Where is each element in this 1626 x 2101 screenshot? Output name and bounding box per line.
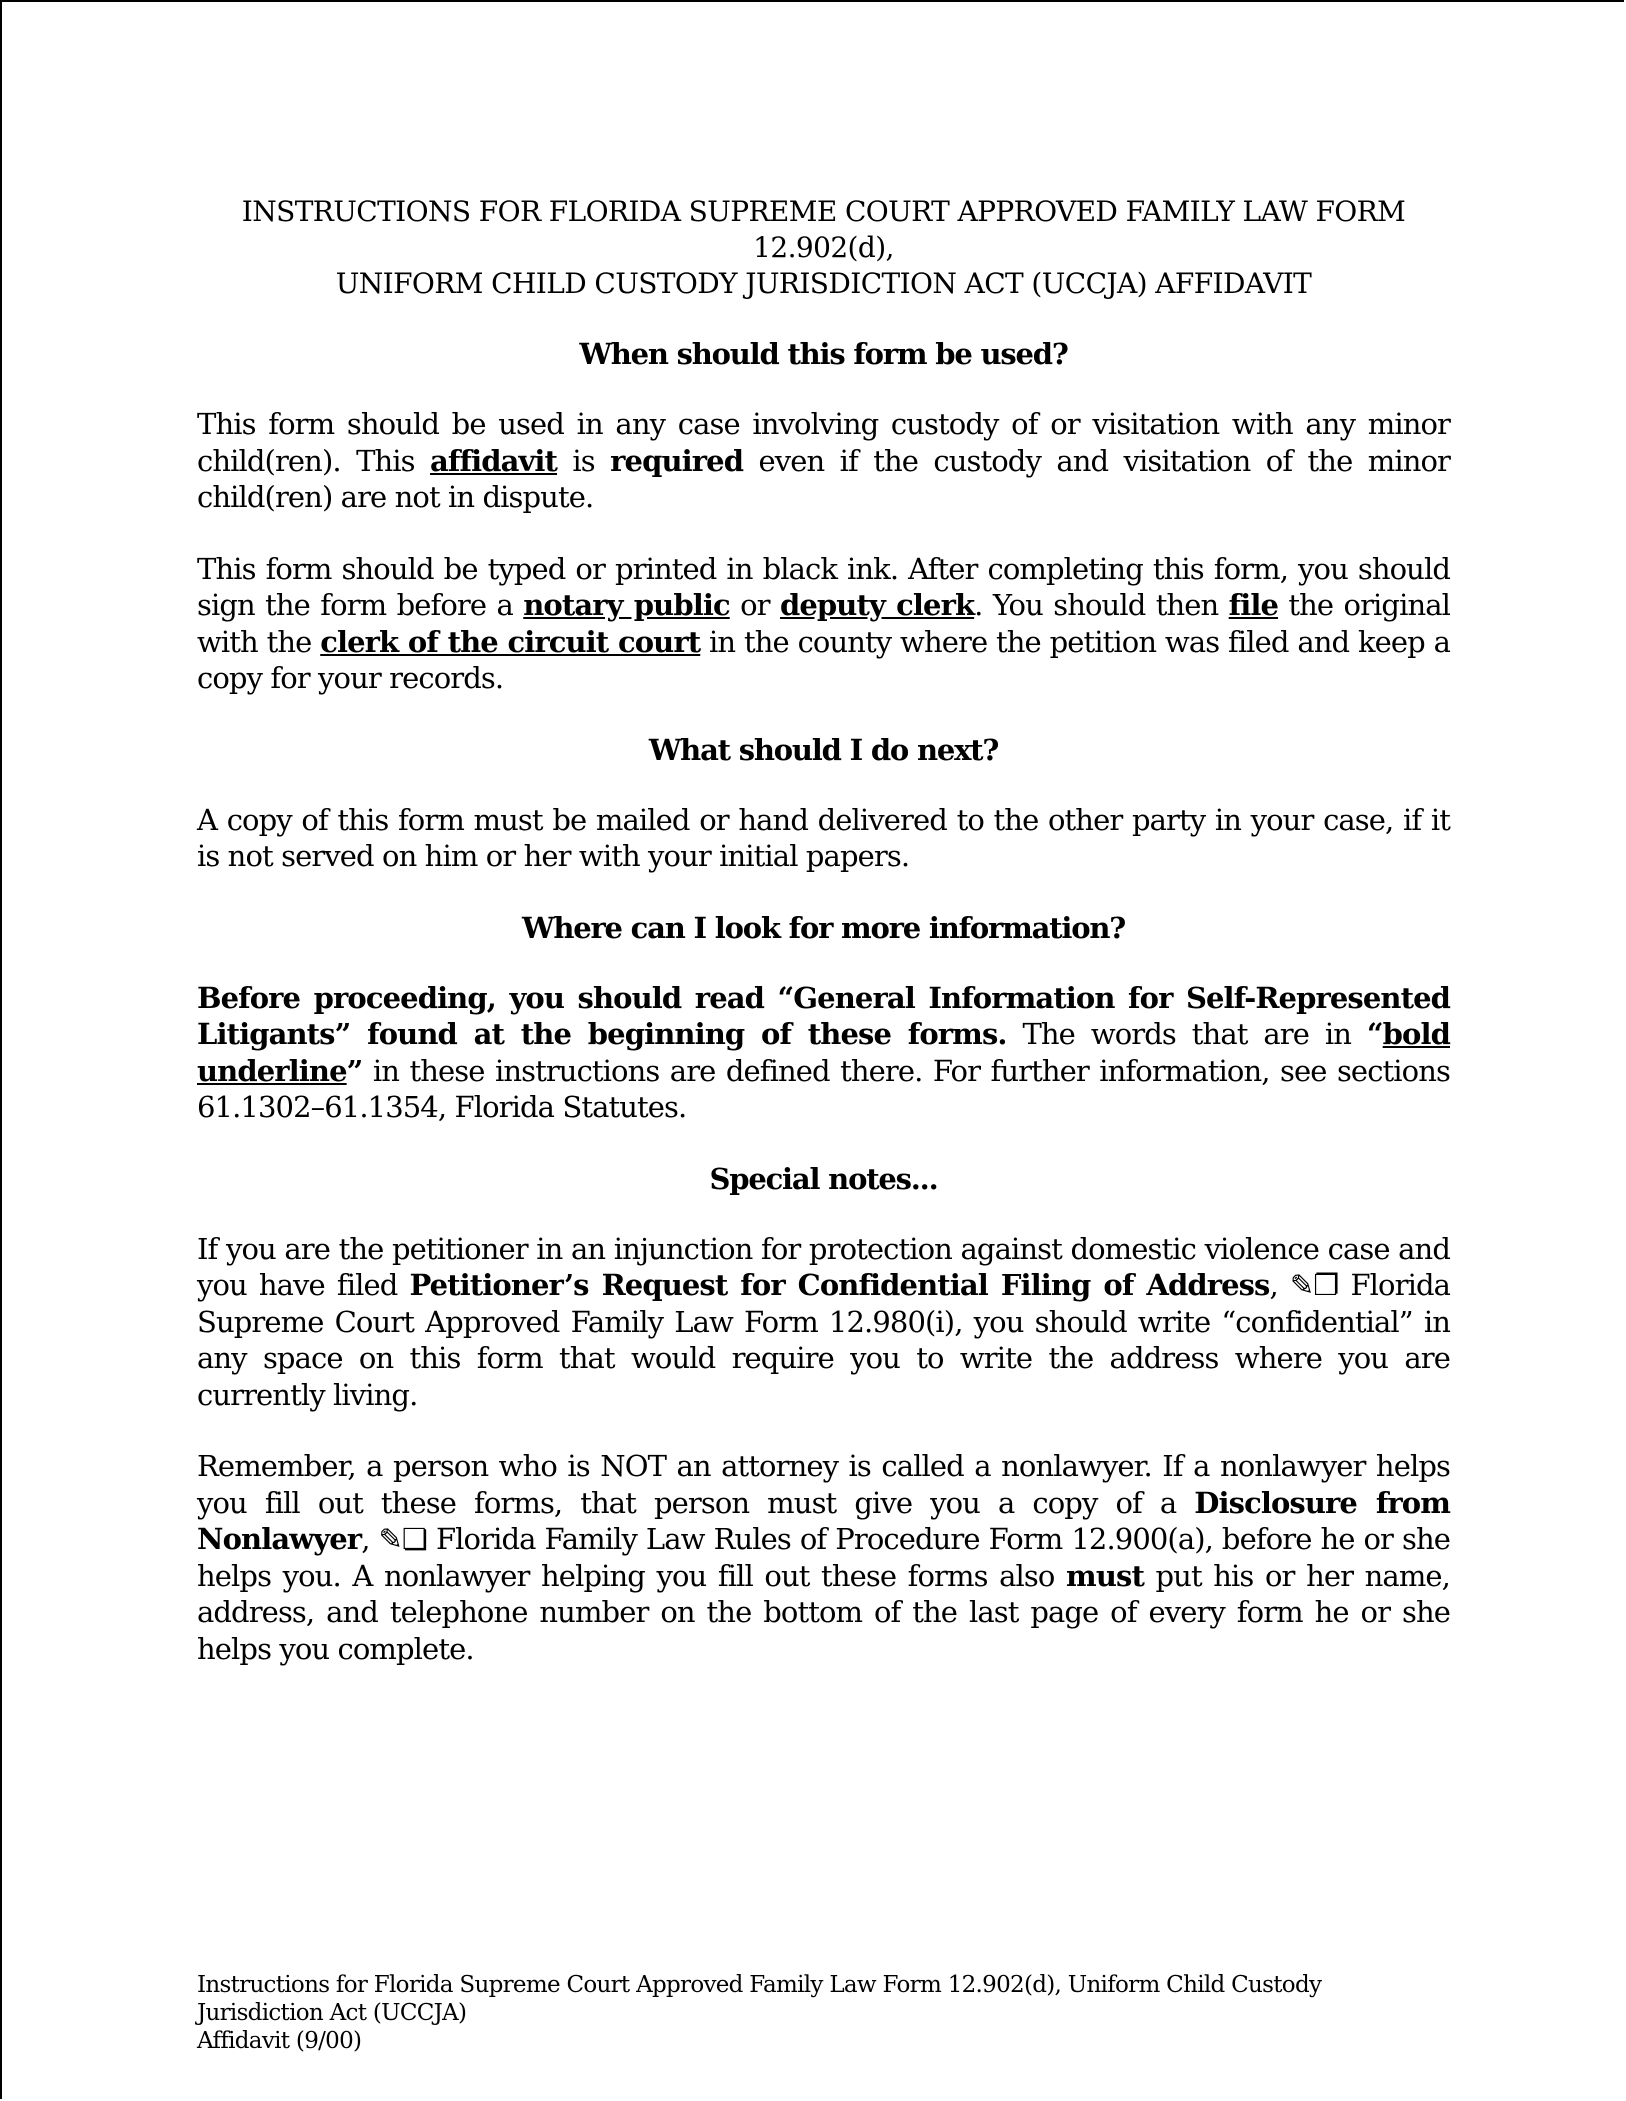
heading-special-notes: Special notes... (709, 1161, 938, 1196)
heading-what-next: What should I do next? (648, 732, 999, 767)
term-file: file (1228, 588, 1279, 622)
paragraph-when-used-2: This form should be typed or printed in black ink. After completing this form, you should sign the form before a notary public or deputy clerk. You should then file the original with the clerk of the circuit court in the county where the petition was filed and keep a copy for your records. (197, 551, 1450, 695)
paragraph-what-next: A copy of this form must be mailed or hand delivered to the other party in your case, if it is not served on him or her with your initial papers. (197, 802, 1450, 873)
paragraph-when-used-1: This form should be used in any case involving custody of or visitation with any minor child(ren). This affidavit is required even if the custody and visitation of the minor child(ren) are not in dispute. (197, 407, 1450, 514)
document-body (197, 194, 1450, 1667)
paragraph-special-notes-1: If you are the petitioner in an injunction for protection against domestic violence case and you have filed Petitioner’s Request for Confidential Filing of Address, ✎❐ Florida Supreme Court Approved Family Law Form 12.980(i), you should write “confidential” in any space on this form that would require you to write the address where you are currently living. (197, 1231, 1451, 1412)
page-footer (197, 1971, 1450, 2055)
footer-line-2: Affidavit (9/00) (197, 2028, 362, 2054)
term-clerk-of-circuit-court: clerk of the circuit court (320, 624, 701, 659)
paragraph-special-notes-2: Remember, a person who is NOT an attorney is called a nonlawyer. If a nonlawyer helps you fill out these forms, that person must give you a copy of a Disclosure from Nonlawyer, ✎❏ Florida Family Law Rules of Procedure Form 12.900(a), before he or she helps you. A nonlawyer helping you fill out these forms also must put his or her name, address, and telephone number on the bottom of the last page of every form he or she helps you complete. (197, 1449, 1451, 1666)
heading-more-information: Where can I look for more information? (521, 910, 1126, 945)
document-title (197, 194, 1450, 302)
term-deputy-clerk: deputy clerk (779, 588, 975, 622)
term-bold-underline: bold underline (197, 1017, 1450, 1088)
emphasis-before-proceeding: Before proceeding, you should read “General Information for Self-Represented Litigants” found at the beginning of these forms. (197, 980, 1450, 1051)
emphasis-must: must (1066, 1558, 1144, 1593)
emphasis-required: required (610, 443, 744, 478)
term-notary-public: notary public (523, 588, 730, 622)
emphasis-confidential-filing: Petitioner’s Request for Confidential Filing of Address (409, 1268, 1270, 1302)
heading-when-used: When should this form be used? (579, 337, 1068, 371)
title-line-2: 12.902(d), (753, 231, 894, 264)
title-line-3: UNIFORM CHILD CUSTODY JURISDICTION ACT (UCCJA) AFFIDAVIT (335, 267, 1312, 300)
emphasis-disclosure-nonlawyer: Disclosure from Nonlawyer (197, 1485, 1451, 1556)
term-affidavit: affidavit (430, 443, 558, 478)
paragraph-more-information: Before proceeding, you should read “General Information for Self-Represented Litigants” found at the beginning of these forms. The words that are in “bold underline” in these instructions are defined there. For further information, see sections 61.1302–61.1354, Florida Statutes. (197, 980, 1450, 1124)
title-line-1: INSTRUCTIONS FOR FLORIDA SUPREME COURT APPROVED FAMILY LAW FORM (241, 195, 1406, 228)
footer-line-1: Instructions for Florida Supreme Court Approved Family Law Form 12.902(d), Uniform Child Custody Jurisdiction Act (UCCJA) (197, 1972, 1322, 2026)
